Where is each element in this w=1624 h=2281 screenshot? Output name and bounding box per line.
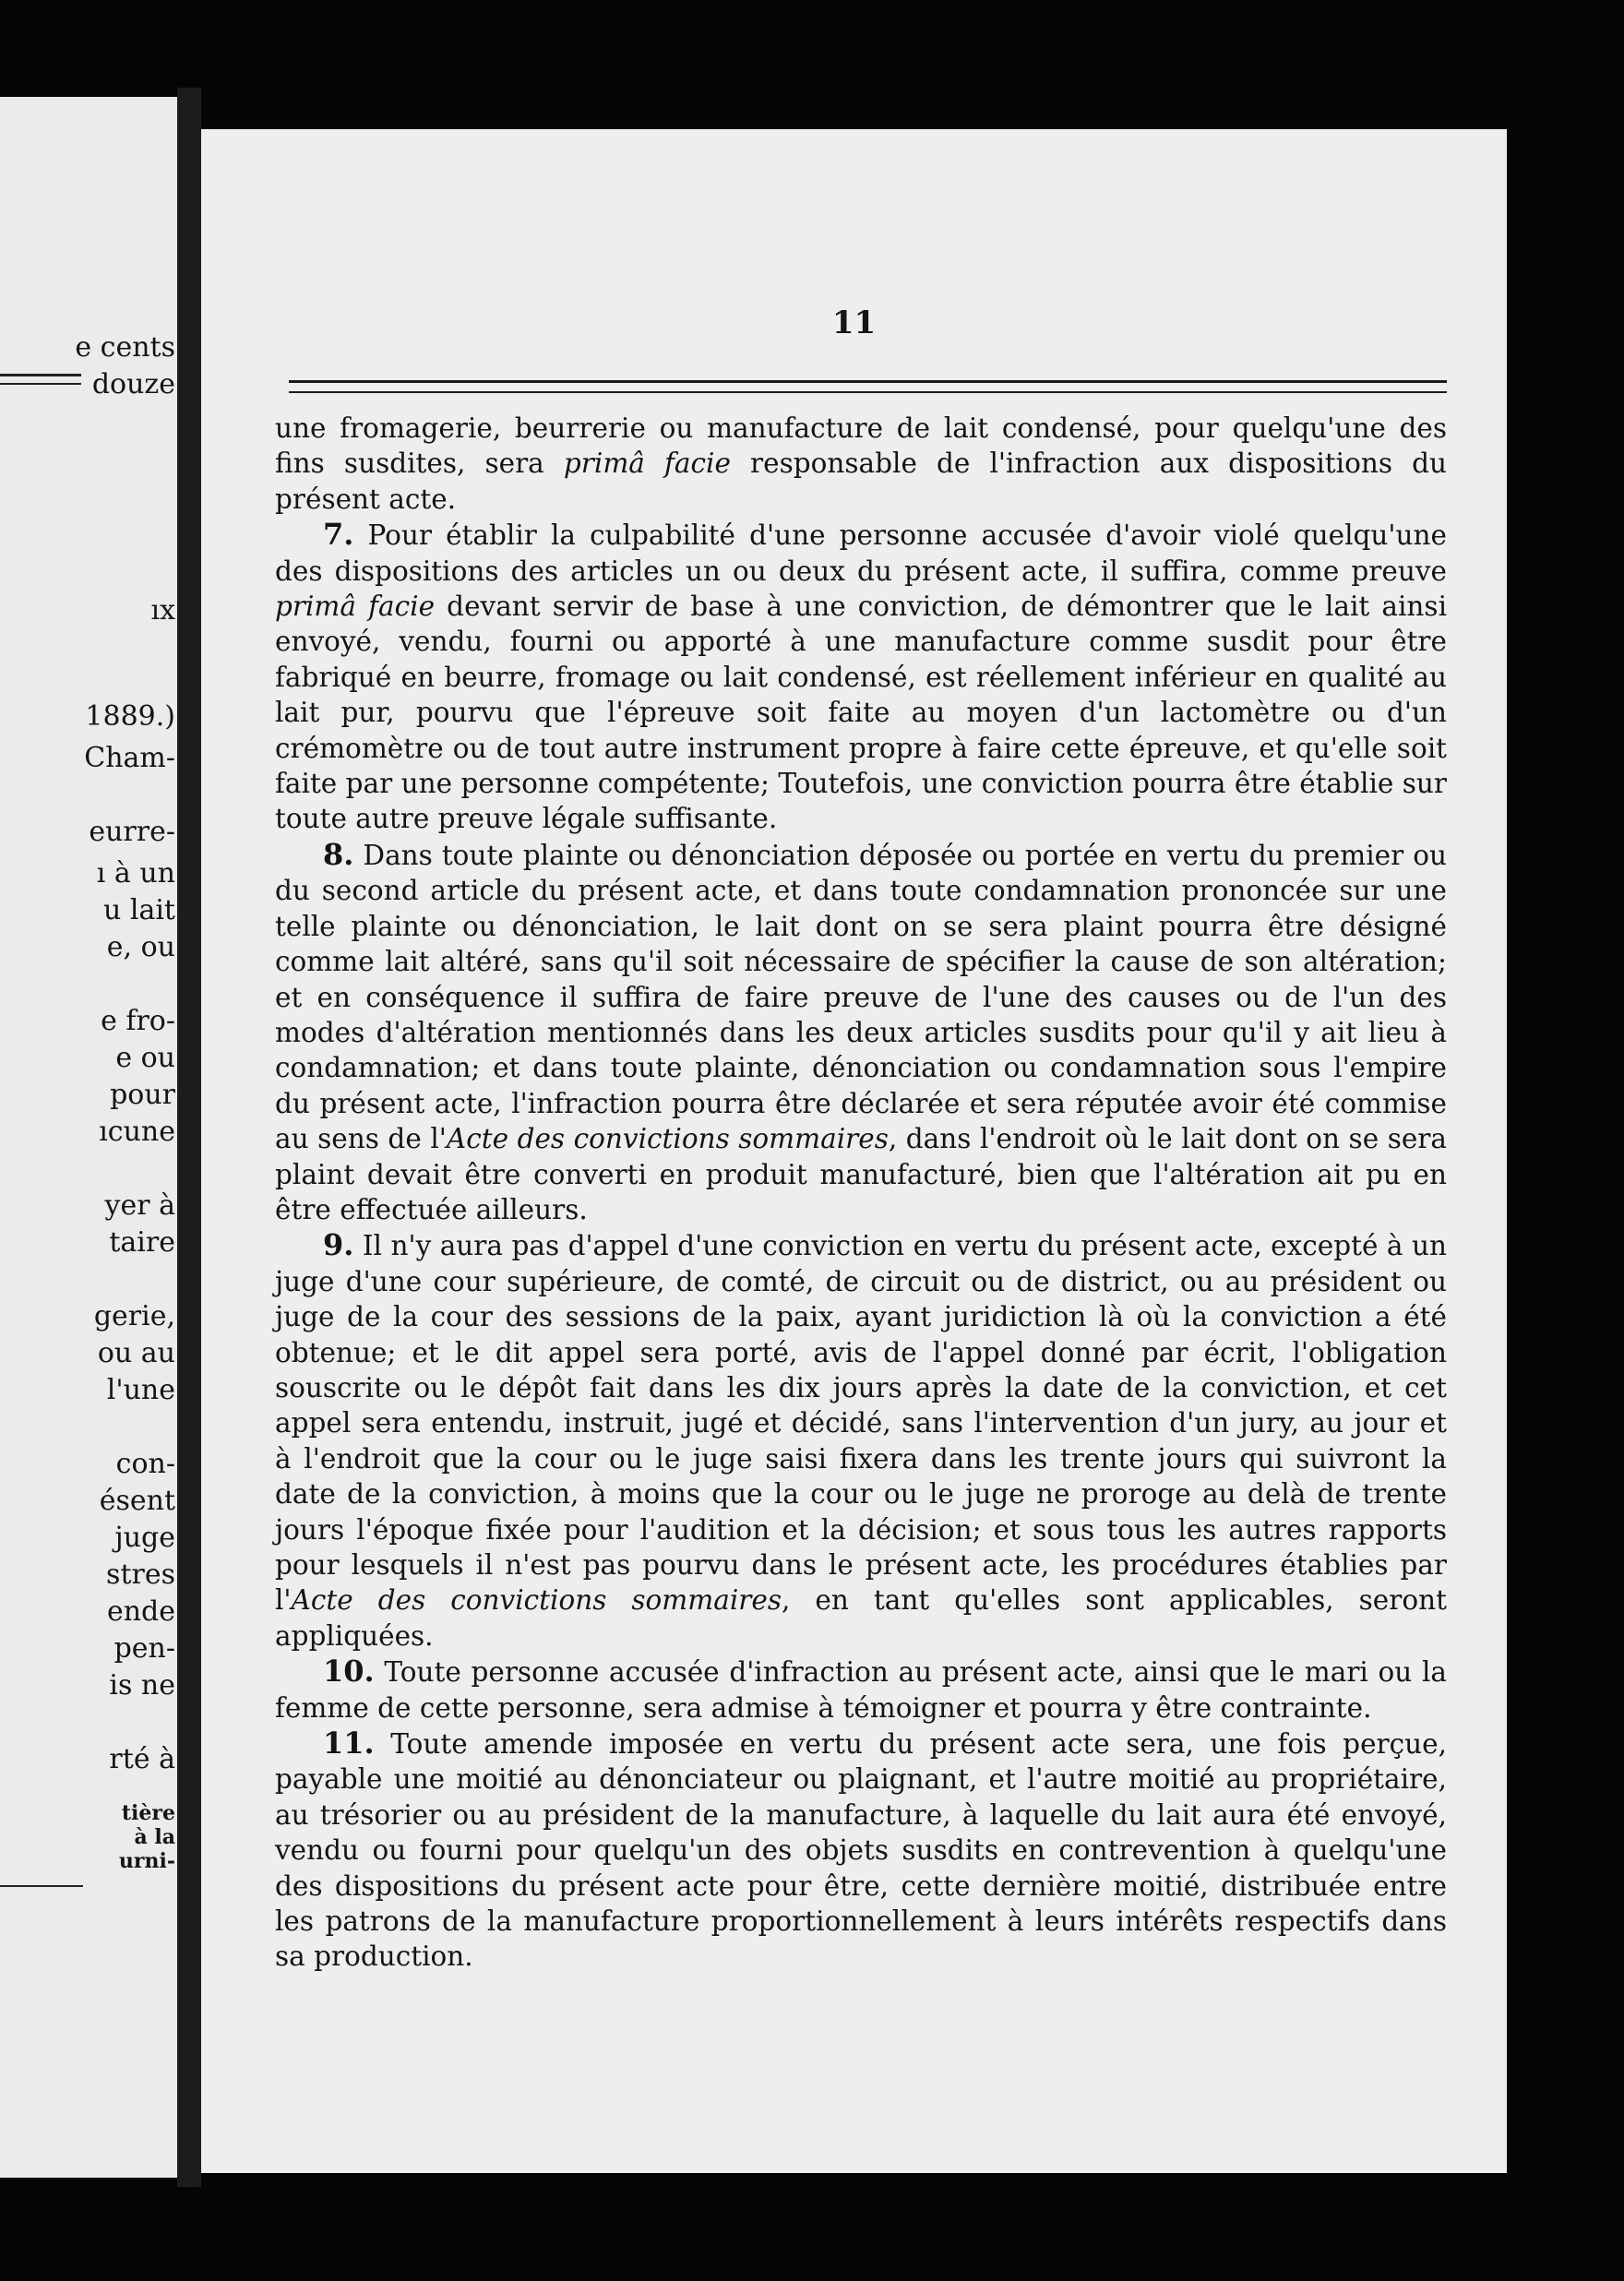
previous-page-header-rule — [0, 374, 81, 385]
previous-page-line: 1889.) — [85, 700, 175, 733]
article-number: 11. — [323, 1726, 375, 1762]
article-8: 8. Dans toute plainte ou dénonciation déposée ou portée en vertu du premier ou du second article du présent acte, et dans toute condamnation prononcée sur une telle plainte ou dénonciation, le lait dont on se sera plaint pourra être désigné comme lait altéré, sans qu'il soit nécessaire de spécifier la cause de son altération; et en conséquence il suffira de faire preuve de l'une des causes ou de l'un des modes d'altération mentionnés dans les deux articles susdits pour qu'il y ait lieu à condamnation; et dans toute plainte, dénonciation ou condamnation sous l'empire du présent acte, l'infraction pourra être déclarée et sera réputée avoir été commise au sens de l'Acte des convictions sommaires, dans l'endroit où le lait dont on se sera plaint devait être converti en produit manufacturé, bien que l'altération ait pu en être effectuée ailleurs. — [275, 836, 1447, 1225]
previous-page-line: ou au — [97, 1337, 175, 1369]
article-number: 9. — [323, 1227, 354, 1263]
previous-page-line: e, ou — [106, 931, 175, 963]
article-number: 7. — [323, 517, 354, 553]
previous-page-line: pen- — [113, 1632, 175, 1665]
previous-page-line: rté à — [109, 1743, 175, 1775]
previous-page-line: ésent — [99, 1485, 175, 1517]
body-text — [275, 411, 1447, 1975]
article-10: 10. Toute personne accusée d'infraction au présent acte, ainsi que le mari ou la femme de cette personne, sera admise à témoigner et pourra y être contrainte. — [275, 1654, 1447, 1724]
previous-page-line: ende — [106, 1595, 175, 1628]
italic-title: Acte des convictions sommaires — [446, 1123, 889, 1155]
italic-title: Acte des convictions sommaires — [291, 1584, 782, 1617]
header-rule — [289, 380, 1447, 393]
previous-page-line: à la — [134, 1825, 175, 1849]
article-11: 11. Toute amende imposée en vertu du présent acte sera, une fois perçue, payable une moitié au dénonciateur ou plaignant, et l'autre moitié au propriétaire, au trésorier ou au président de la manufacture, à laquelle du lait aura été envoyé, vendu ou fourni pour quelqu'un des objets susdits en contrevention à quelqu'une des dispositions du présent acte pour être, cette dernière moitié, distribuée entre les patrons de la manufacture proportionnellement à leurs intérêts respectifs dans sa production. — [275, 1726, 1447, 1973]
article-7: 7. Pour établir la culpabilité d'une personne accusée d'avoir violé quelqu'une des dispositions des articles un ou deux du présent acte, il suffira, comme preuve primâ facie devant servir de base à une conviction, de démontrer que le lait ainsi envoyé, vendu, fourni ou apporté à une manufacture comme susdit pour être fabriqué en beurre, fromage ou lait condensé, est réellement inférieur en qualité au lait pur, pourvu que l'épreuve soit faite au moyen d'un lactomètre ou d'un crémomètre ou de tout autre instrument propre à faire cette épreuve, et qu'elle soit faite par une personne compétente; Toutefois, une conviction pourra être établie sur toute autre preuve légale suffisante. — [275, 517, 1447, 835]
previous-page-line: ıcune — [99, 1116, 175, 1148]
paragraph-continuation: une fromagerie, beurrerie ou manufacture de lait condensé, pour quelqu'une des fins susdites, sera primâ facie responsable de l'infraction aux dispositions du présent acte. — [275, 412, 1447, 515]
previous-page-line: gerie, — [93, 1300, 175, 1332]
previous-page-line: eurre- — [89, 816, 175, 848]
previous-page-line: urni- — [118, 1849, 175, 1873]
article-9: 9. Il n'y aura pas d'appel d'une conviction en vertu du présent acte, excepté à un juge d'une cour supérieure, de comté, de circuit ou de district, ou au président ou juge de la cour des sessions de la paix, ayant juridiction là où la conviction a été obtenue; et le dit appel sera porté, avis de l'appel donné par écrit, l'obligation souscrite ou le dépôt fait dans les dix jours après la date de la conviction, et cet appel sera entendu, instruit, jugé et décidé, sans l'intervention d'un jury, au jour et à l'endroit que la cour ou le juge saisi fixera dans les trente jours qui suivront la date de la conviction, à moins que la cour ou le juge ne proroge au delà de trente jours l'époque fixée pour l'audition et la décision; et sous tous les autres rapports pour lesquels il n'est pas pourvu dans le présent acte, les procédures établies par l'Acte des convictions sommaires, en tant qu'elles sont applicables, seront appliquées. — [275, 1227, 1447, 1652]
previous-page-line: con- — [115, 1448, 175, 1480]
previous-page-footnote-rule — [0, 1885, 83, 1887]
previous-page-line: e cents — [75, 331, 175, 364]
italic-term: primâ facie — [563, 448, 731, 480]
previous-page-line: pour — [110, 1079, 175, 1111]
italic-term: primâ facie — [275, 591, 436, 623]
previous-page-line: stres — [106, 1558, 175, 1591]
article-number: 8. — [323, 836, 354, 872]
previous-page-line: yer à — [104, 1189, 175, 1222]
previous-page-line: taire — [109, 1226, 175, 1259]
previous-page-fragment — [0, 97, 177, 2178]
previous-page-line: tière — [121, 1801, 175, 1825]
previous-page-line: u lait — [103, 894, 175, 926]
document-page — [201, 129, 1507, 2173]
binding-gutter — [177, 88, 201, 2187]
previous-page-line: is ne — [109, 1669, 175, 1702]
previous-page-line: ı à un — [96, 857, 175, 890]
previous-page-line: l'une — [106, 1374, 175, 1406]
previous-page-line: e fro- — [101, 1005, 175, 1037]
previous-page-line: juge — [114, 1522, 175, 1554]
previous-page-line: ıx — [150, 594, 175, 627]
article-number: 10. — [323, 1654, 375, 1690]
previous-page-line: e ou — [115, 1042, 175, 1074]
page-number: 11 — [831, 305, 877, 341]
previous-page-line: douze — [91, 368, 175, 400]
previous-page-line: Cham- — [84, 742, 175, 774]
